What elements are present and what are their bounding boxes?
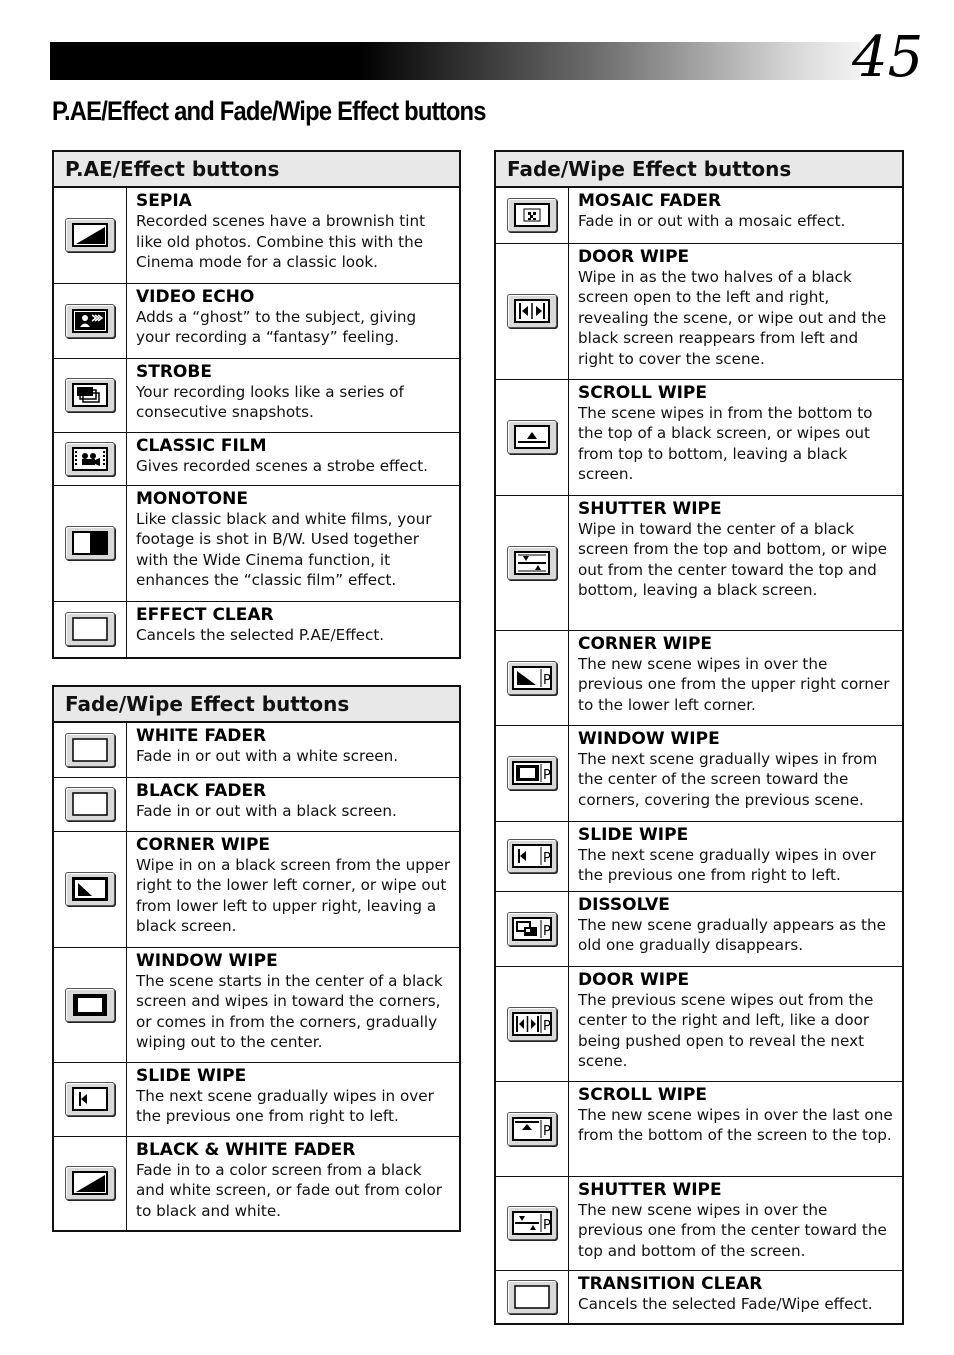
- item-title: DISSOLVE: [578, 894, 670, 915]
- item-title: SHUTTER WIPE: [578, 498, 722, 519]
- table-row: [496, 188, 902, 243]
- table-row: [54, 1136, 459, 1230]
- item-title: SCROLL WIPE: [578, 382, 707, 403]
- table-row: [54, 283, 459, 358]
- table-row: [54, 723, 459, 777]
- table-row: [496, 1270, 902, 1323]
- door-wipe-p-icon: [507, 1007, 557, 1041]
- svg-text:P: P: [543, 672, 551, 688]
- svg-text:P: P: [543, 1218, 551, 1233]
- item-desc: The new scene gradually appears as the old one gradually disappears.: [578, 915, 886, 954]
- item-title: VIDEO ECHO: [136, 286, 255, 307]
- item-desc: Recorded scenes have a brownish tint like old photos. Combine this with the Cinema mode for a classic look.: [136, 212, 426, 271]
- item-desc: Wipe in as the two halves of a black screen open to the left and right, revealing the scene, or wipe out and the black screen reappears from left and right to cover the scene.: [578, 267, 887, 368]
- pae-effect-panel: [52, 150, 461, 659]
- fade-wipe-panel-left: [52, 685, 461, 1232]
- table-row: [496, 495, 902, 630]
- table-row: [496, 243, 902, 379]
- svg-text:P: P: [543, 768, 551, 783]
- table-row: [54, 777, 459, 831]
- panel-heading: Fade/Wipe Effect buttons: [54, 687, 459, 723]
- table-row: [54, 831, 459, 947]
- scroll-wipe-icon: [507, 420, 557, 454]
- window-wipe-icon: [65, 988, 115, 1022]
- svg-text:P: P: [543, 1123, 551, 1139]
- black-white-fader-icon: [65, 1166, 115, 1200]
- monotone-icon: [65, 526, 115, 560]
- item-desc: The previous scene wipes out from the center to the right and left, like a door being pushed open to reveal the next scene.: [578, 990, 874, 1070]
- item-desc: Cancels the selected P.AE/Effect.: [136, 625, 385, 644]
- item-title: WINDOW WIPE: [578, 728, 720, 749]
- pae-effect-table: [54, 188, 459, 657]
- slide-wipe-icon: [65, 1082, 115, 1116]
- page-title: P.AE/Effect and Fade/Wipe Effect buttons: [52, 96, 486, 126]
- table-row: [496, 1176, 902, 1270]
- table-row: [496, 1081, 902, 1176]
- fade-wipe-table-right: [496, 188, 902, 1323]
- item-desc: The scene starts in the center of a black screen and wipes in toward the corners, or comes in from the corners, gradually wiping out to the center.: [136, 971, 443, 1051]
- item-desc: The new scene wipes in over the previous one from the upper right corner to the lower left corner.: [578, 654, 890, 714]
- door-wipe-icon: [507, 294, 557, 328]
- item-desc: Fade in or out with a mosaic effect.: [578, 212, 846, 230]
- table-row: [54, 947, 459, 1062]
- item-desc: Your recording looks like a series of consecutive snapshots.: [136, 382, 404, 421]
- item-desc: Adds a “ghost” to the subject, giving your recording a “fantasy” feeling.: [136, 307, 417, 346]
- panel-heading: Fade/Wipe Effect buttons: [496, 152, 902, 188]
- table-row: [54, 188, 459, 283]
- scroll-wipe-p-icon: [507, 1112, 557, 1146]
- transition-clear-icon: [507, 1280, 557, 1314]
- item-title: MONOTONE: [136, 488, 248, 509]
- shutter-wipe-icon: [507, 546, 557, 580]
- black-fader-icon: [65, 787, 115, 821]
- table-row: [496, 821, 902, 891]
- item-desc: Gives recorded scenes a strobe effect.: [136, 456, 429, 475]
- table-row: [496, 966, 902, 1081]
- corner-wipe-icon: [65, 872, 115, 906]
- table-row: [496, 891, 902, 966]
- item-desc: Fade in or out with a black screen.: [136, 801, 397, 820]
- item-desc: The new scene wipes in over the last one from the bottom of the screen to the top.: [578, 1105, 893, 1144]
- item-title: BLACK FADER: [136, 780, 267, 801]
- item-title: CORNER WIPE: [578, 633, 713, 654]
- item-title: SCROLL WIPE: [578, 1084, 707, 1105]
- strobe-icon: [65, 378, 115, 412]
- corner-wipe-p-icon: [507, 661, 557, 695]
- panel-heading: P.AE/Effect buttons: [54, 152, 459, 188]
- classic-film-icon: [65, 442, 115, 476]
- mosaic-fader-icon: [507, 198, 557, 232]
- item-desc: Wipe in toward the center of a black screen from the top and bottom, or wipe out from the center toward the top and bottom, leaving a black screen.: [578, 519, 887, 599]
- item-title: EFFECT CLEAR: [136, 604, 274, 625]
- table-row: [54, 601, 459, 657]
- table-row: [54, 1062, 459, 1136]
- item-title: DOOR WIPE: [578, 969, 690, 990]
- item-desc: The next scene gradually wipes in over the previous one from right to left.: [136, 1086, 434, 1125]
- table-row: [496, 630, 902, 725]
- item-title: DOOR WIPE: [578, 246, 690, 267]
- item-desc: Fade in or out with a white screen.: [136, 747, 399, 765]
- sepia-icon: [65, 218, 115, 252]
- item-desc: The scene wipes in from the bottom to the top of a black screen, or wipes out from top to bottom, leaving a black screen.: [578, 403, 873, 483]
- svg-text:P: P: [543, 851, 551, 866]
- item-title: SHUTTER WIPE: [578, 1179, 722, 1200]
- page-number: 45: [852, 25, 924, 90]
- slide-wipe-p-icon: [507, 839, 557, 873]
- item-desc: Wipe in on a black screen from the upper right to the lower left corner, or wipe out from lower left to upper right, leaving a black screen.: [136, 855, 451, 935]
- video-echo-icon: [65, 304, 115, 338]
- item-title: SLIDE WIPE: [578, 824, 689, 845]
- item-title: MOSAIC FADER: [578, 191, 722, 211]
- svg-text:P: P: [543, 923, 551, 939]
- dissolve-icon: [507, 912, 557, 946]
- effect-clear-icon: [65, 612, 115, 646]
- table-row: [496, 725, 902, 821]
- shutter-wipe-p-icon: [507, 1206, 557, 1240]
- item-title: TRANSITION CLEAR: [578, 1273, 763, 1294]
- item-desc: The new scene wipes in over the previous one from the center toward the top and bottom of the screen.: [578, 1200, 887, 1260]
- item-title: WINDOW WIPE: [136, 950, 278, 971]
- table-row: [54, 432, 459, 485]
- table-row: [54, 485, 459, 601]
- item-title: STROBE: [136, 361, 212, 382]
- fade-wipe-panel-right: [494, 150, 904, 1325]
- item-desc: Like classic black and white films, your footage is shot in B/W. Used together with the Wide Cinema function, it enhances the “classic film” effect.: [136, 509, 432, 589]
- item-title: BLACK & WHITE FADER: [136, 1139, 356, 1160]
- item-title: CLASSIC FILM: [136, 435, 267, 456]
- item-title: SEPIA: [136, 191, 192, 211]
- item-desc: The next scene gradually wipes in from the center of the screen toward the corners, covering the previous scene.: [578, 749, 878, 809]
- item-title: WHITE FADER: [136, 726, 267, 746]
- item-title: SLIDE WIPE: [136, 1065, 247, 1086]
- svg-text:P: P: [543, 1018, 551, 1034]
- item-desc: Cancels the selected Fade/Wipe effect.: [578, 1294, 873, 1313]
- item-desc: The next scene gradually wipes in over the previous one from right to left.: [578, 845, 876, 884]
- table-row: [496, 379, 902, 495]
- item-desc: Fade in to a color screen from a black and white screen, or fade out from color to black and white.: [136, 1160, 443, 1220]
- white-fader-icon: [65, 733, 115, 767]
- fade-wipe-table-left: [54, 723, 459, 1230]
- header-bar: [50, 42, 860, 80]
- window-wipe-p-icon: [507, 756, 557, 790]
- table-row: [54, 358, 459, 432]
- item-title: CORNER WIPE: [136, 834, 271, 855]
